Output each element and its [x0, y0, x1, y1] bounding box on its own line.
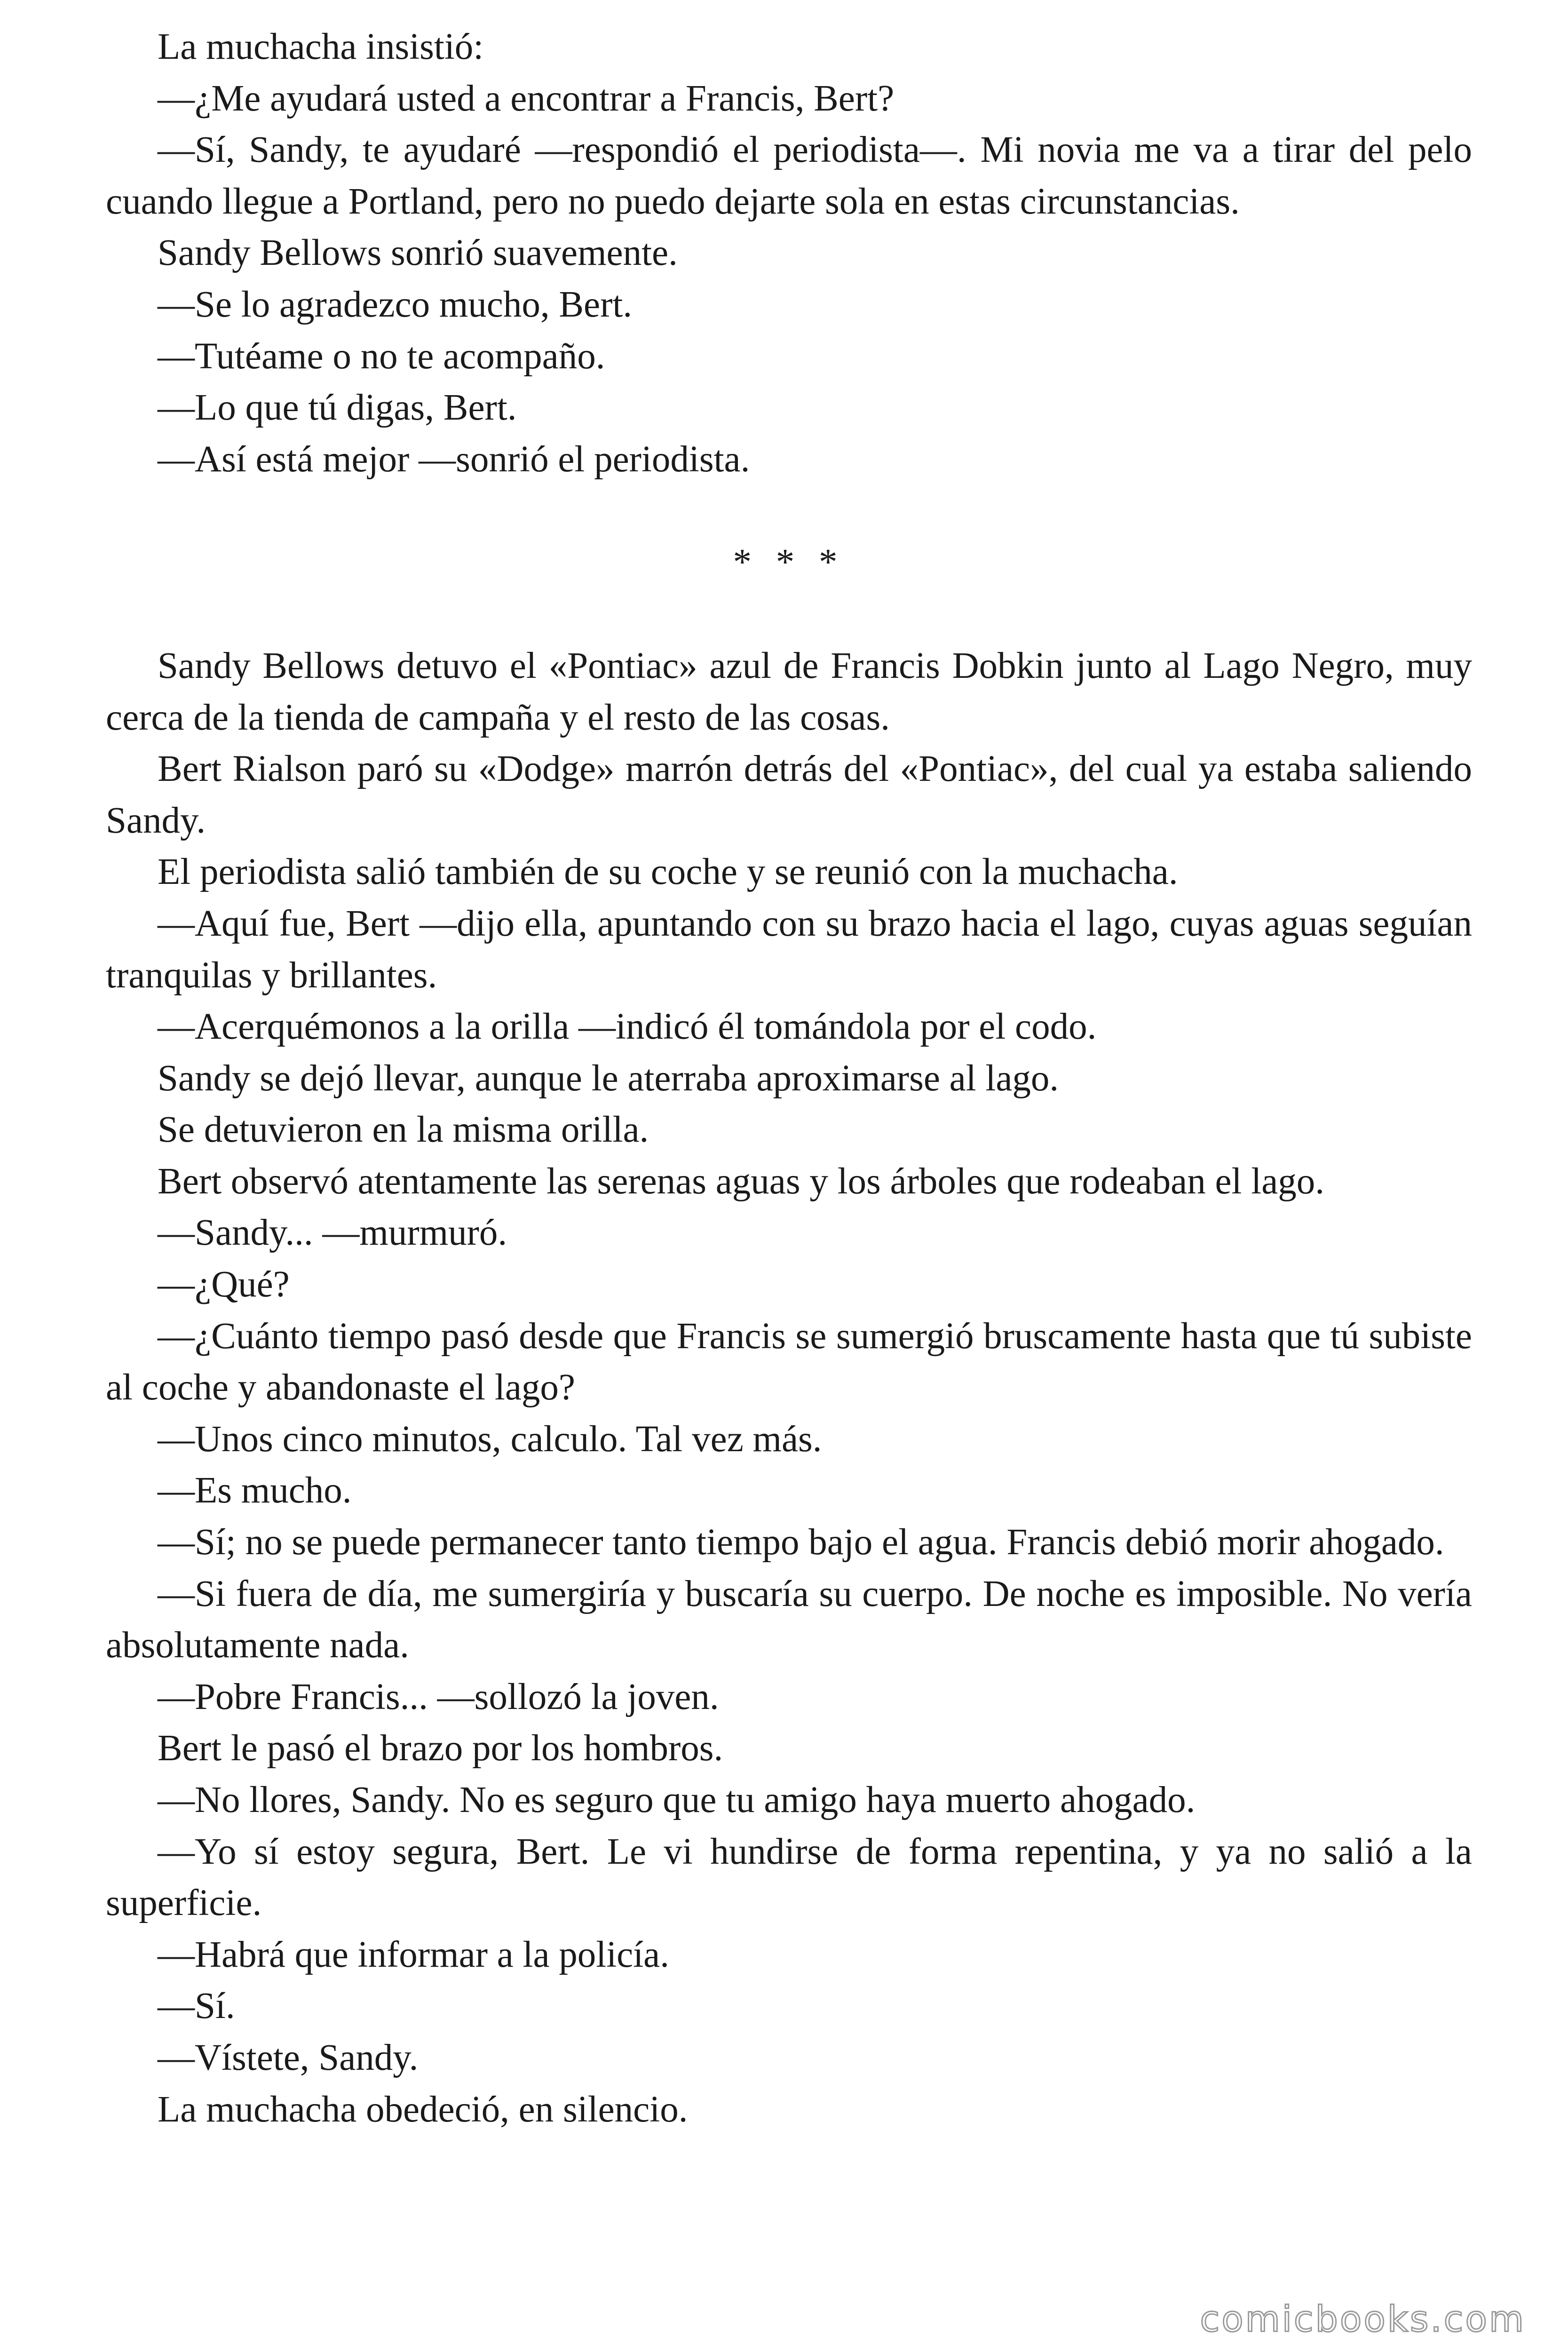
paragraph: La muchacha obedeció, en silencio. — [158, 2089, 688, 2130]
paragraph: —Acerquémonos a la orilla —indicó él tomándola por el codo. — [158, 1006, 1097, 1048]
paragraph: La muchacha insistió: — [158, 26, 484, 67]
paragraph: Bert le pasó el brazo por los hombros. — [158, 1728, 723, 1769]
paragraph: —Sí. — [158, 1986, 235, 2027]
paragraph: —Tutéame o no te acompaño. — [158, 335, 605, 377]
paragraph: —Pobre Francis... —sollozó la joven. — [158, 1676, 719, 1717]
paragraph: —Habrá que informar a la policía. — [158, 1934, 669, 1975]
paragraph: —¿Cuánto tiempo pasó desde que Francis se sumergió bruscamente hasta que tú subiste al coche y abandonaste el lago? — [106, 1315, 1472, 1408]
watermark: comicbooks.com — [1200, 2298, 1526, 2340]
paragraph: —Aquí fue, Bert —dijo ella, apuntando con su brazo hacia el lago, cuyas aguas seguían tranquilas y brillantes. — [106, 903, 1472, 996]
paragraph: —¿Qué? — [158, 1264, 290, 1305]
paragraph: Sandy Bellows detuvo el «Pontiac» azul de Francis Dobkin junto al Lago Negro, muy cerca de la tienda de campaña y el resto de las cosas. — [106, 645, 1472, 738]
page-body — [106, 21, 1472, 2135]
paragraph: Bert Rialson paró su «Dodge» marrón detrás del «Pontiac», del cual ya estaba saliendo Sandy. — [106, 748, 1472, 841]
paragraph: —Si fuera de día, me sumergiría y buscaría su cuerpo. De noche es imposible. No vería absolutamente nada. — [106, 1573, 1472, 1666]
paragraph: —¿Me ayudará usted a encontrar a Francis, Bert? — [158, 78, 895, 119]
paragraph: Se detuvieron en la misma orilla. — [158, 1109, 649, 1151]
paragraph: —Lo que tú digas, Bert. — [158, 387, 517, 429]
paragraph: Sandy Bellows sonrió suavemente. — [158, 232, 678, 274]
paragraph: —No llores, Sandy. No es seguro que tu amigo haya muerto ahogado. — [158, 1780, 1196, 1820]
paragraph: Sandy se dejó llevar, aunque le aterraba aproximarse al lago. — [158, 1057, 1059, 1099]
paragraph: —Sandy... —murmuró. — [158, 1212, 507, 1254]
paragraph: Bert observó atentamente las serenas aguas y los árboles que rodeaban el lago. — [158, 1160, 1325, 1202]
paragraph: El periodista salió también de su coche y se reunió con la muchacha. — [158, 851, 1178, 893]
paragraph: —Unos cinco minutos, calculo. Tal vez más. — [158, 1418, 822, 1460]
paragraph: —Yo sí estoy segura, Bert. Le vi hundirse de forma repentina, y ya no salió a la superficie. — [106, 1831, 1472, 1924]
paragraph: —Sí; no se puede permanecer tanto tiempo bajo el agua. Francis debió morir ahogado. — [158, 1522, 1444, 1563]
paragraph: —Es mucho. — [158, 1470, 352, 1511]
paragraph: —Vístete, Sandy. — [158, 2037, 419, 2078]
paragraph: —Se lo agradezco mucho, Bert. — [158, 284, 633, 325]
paragraph: —Así está mejor —sonrió el periodista. — [158, 438, 750, 480]
section-separator: * * * — [733, 542, 845, 583]
paragraph: —Sí, Sandy, te ayudaré —respondió el periodista—. Mi novia me va a tirar del pelo cuando llegue a Portland, pero no puedo dejarte sola en estas circunstancias. — [106, 129, 1472, 222]
